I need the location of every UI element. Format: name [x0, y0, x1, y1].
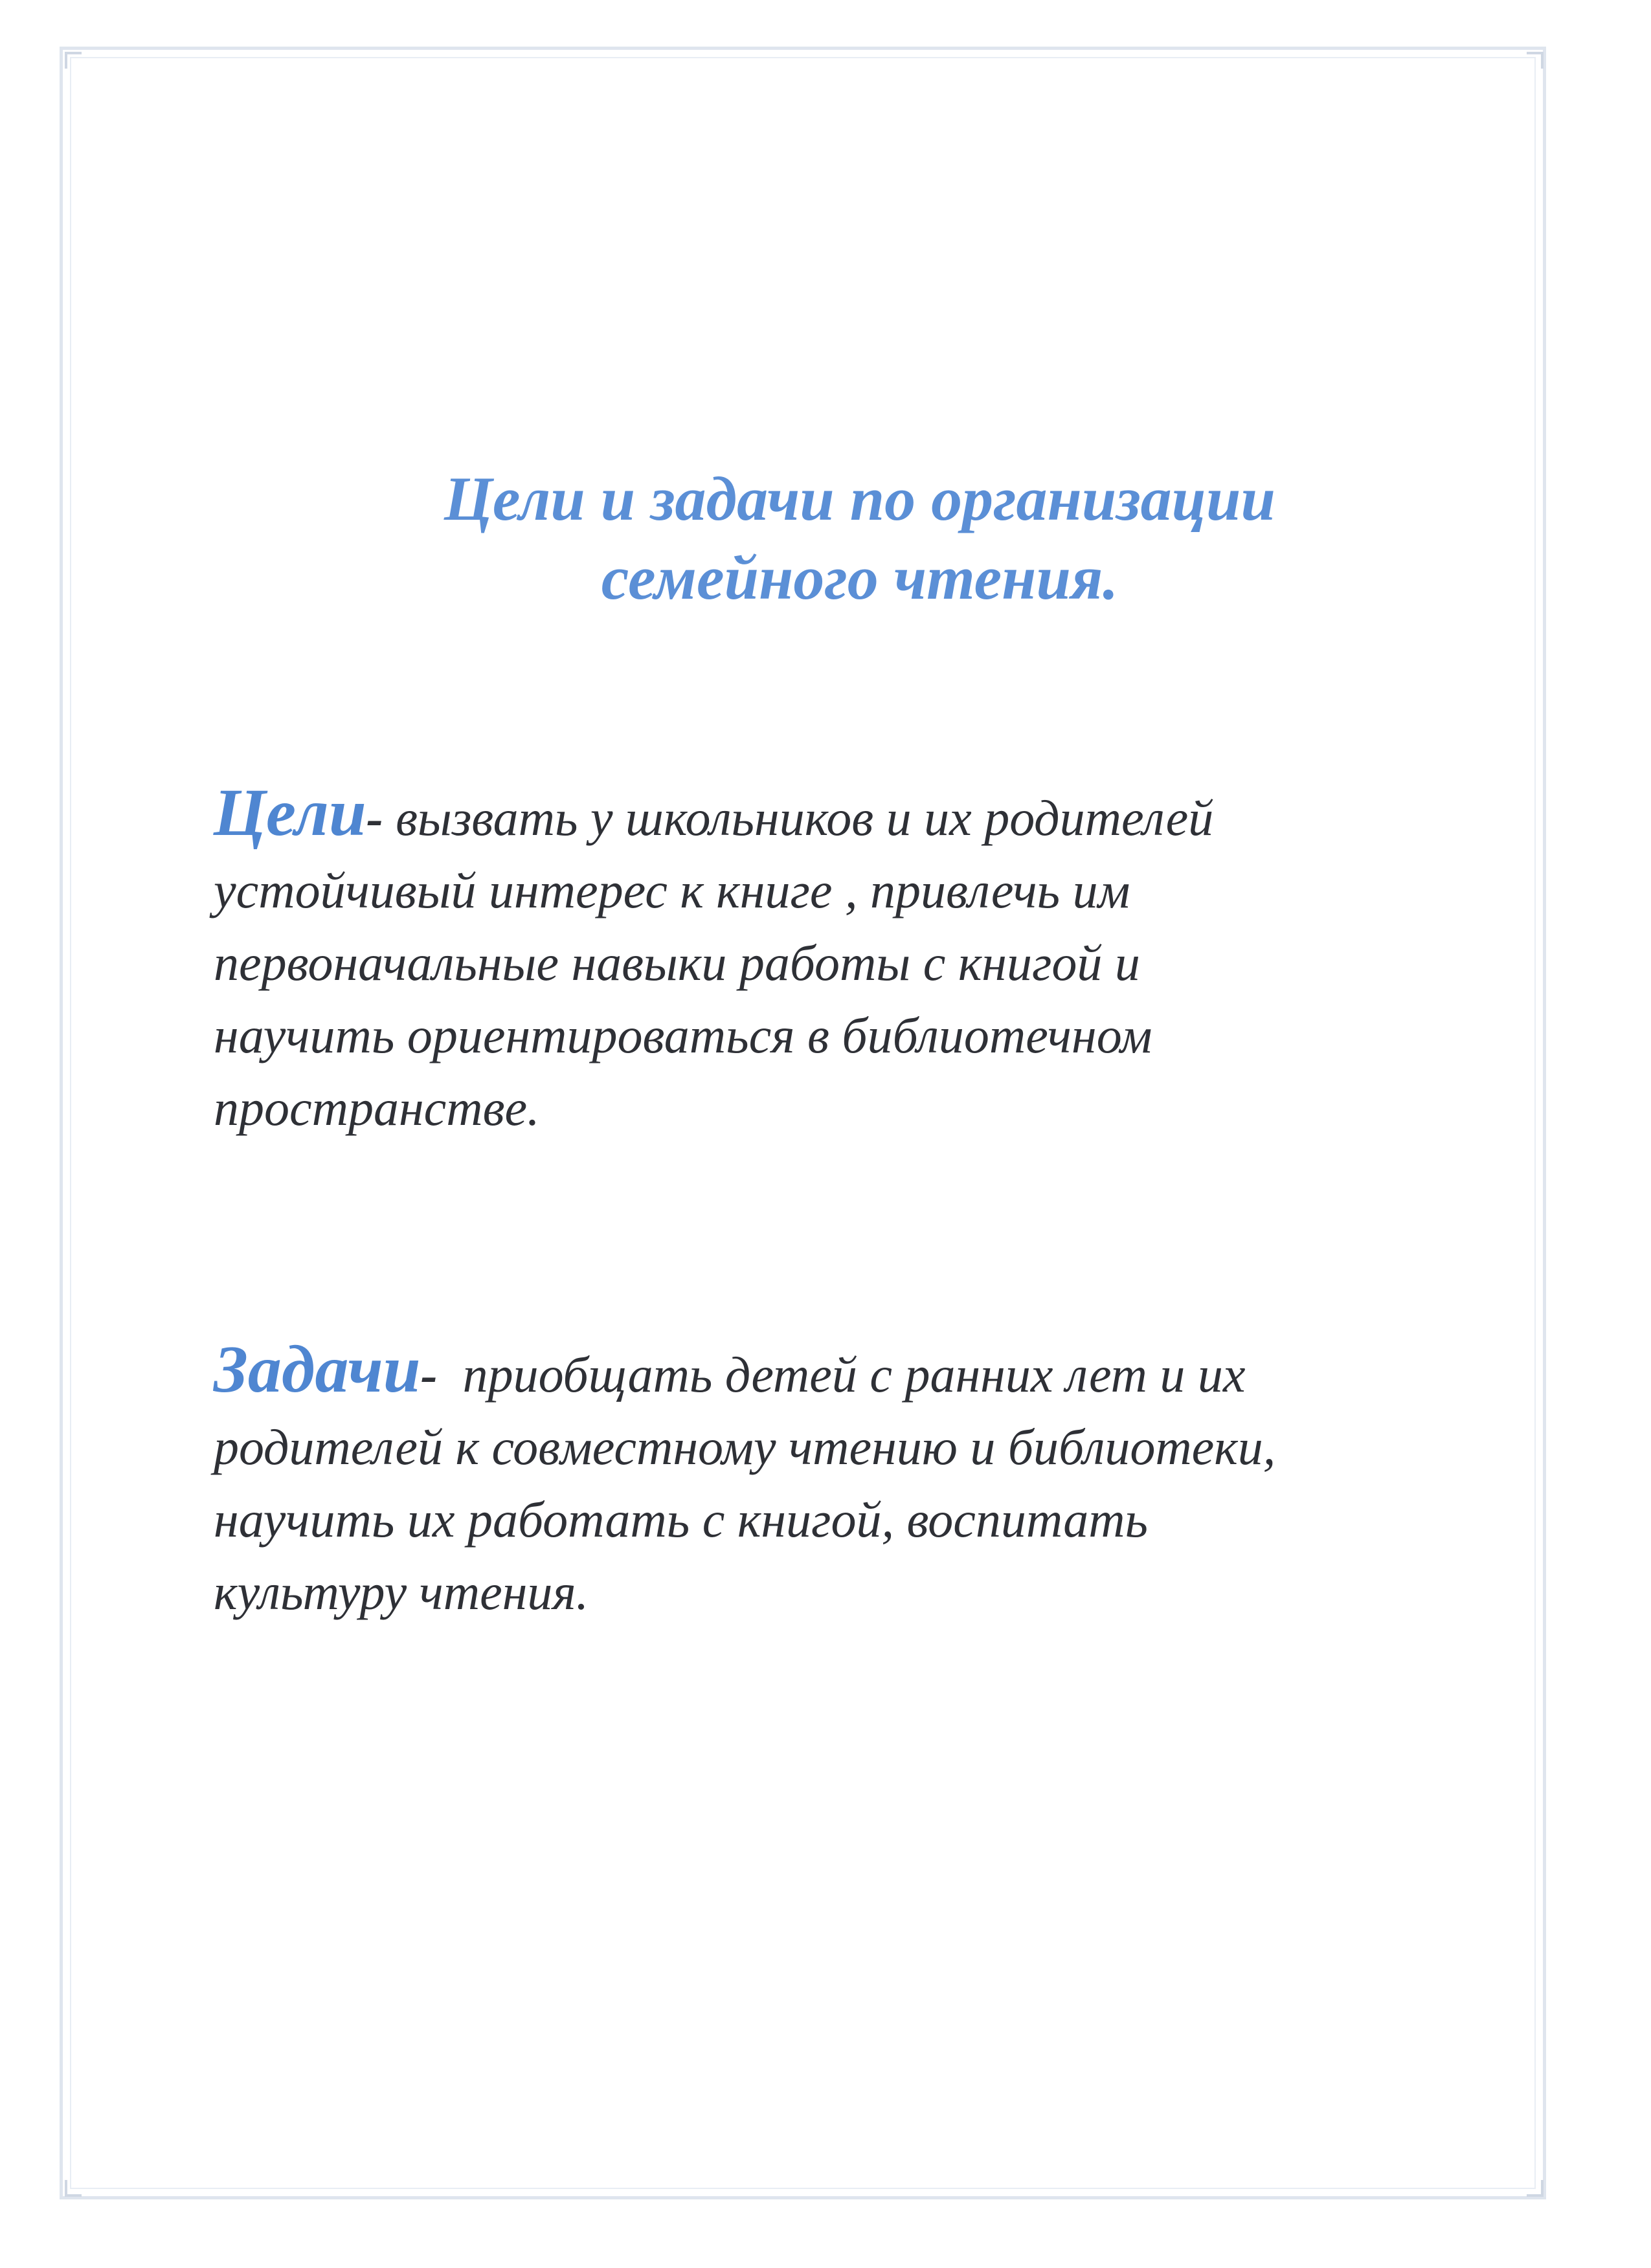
goals-text-line-2: устойчивый интерес к книге , привлечь им	[214, 862, 1130, 918]
goals-dash: -	[366, 790, 383, 846]
tasks-text-line-4: культуру чтения.	[214, 1564, 589, 1620]
border-corner-ornament	[1527, 2180, 1544, 2197]
goals-text-line-1: вызвать у школьников и их родителей	[383, 790, 1214, 846]
tasks-paragraph	[214, 1333, 1502, 1629]
goals-first-line	[214, 777, 1502, 854]
border-corner-ornament	[1527, 52, 1544, 69]
goals-label: Цели	[214, 775, 366, 850]
tasks-text-line-1: приобщать детей с ранних лет и их	[437, 1346, 1246, 1403]
goals-text-line-5: пространстве.	[214, 1080, 540, 1136]
border-corner-ornament	[65, 2180, 82, 2197]
tasks-text-line-2: родителей к совместному чтению и библиотеки,	[214, 1419, 1276, 1475]
border-corner-ornament	[65, 52, 82, 69]
document-title	[0, 460, 1651, 617]
goals-text-line-4: научить ориентироваться в библиотечном	[214, 1007, 1152, 1063]
title-line-1: Цели и задачи по организации	[444, 464, 1275, 533]
goals-paragraph	[214, 777, 1502, 1144]
tasks-dash: -	[420, 1346, 438, 1403]
title-line-2: семейного чтения.	[601, 543, 1119, 612]
goals-text-line-3: первоначальные навыки работы с книгой и	[214, 935, 1140, 991]
tasks-text-line-3: научить их работать с книгой, воспитать	[214, 1491, 1149, 1548]
tasks-first-line	[214, 1333, 1502, 1411]
tasks-label: Задачи	[214, 1332, 421, 1406]
